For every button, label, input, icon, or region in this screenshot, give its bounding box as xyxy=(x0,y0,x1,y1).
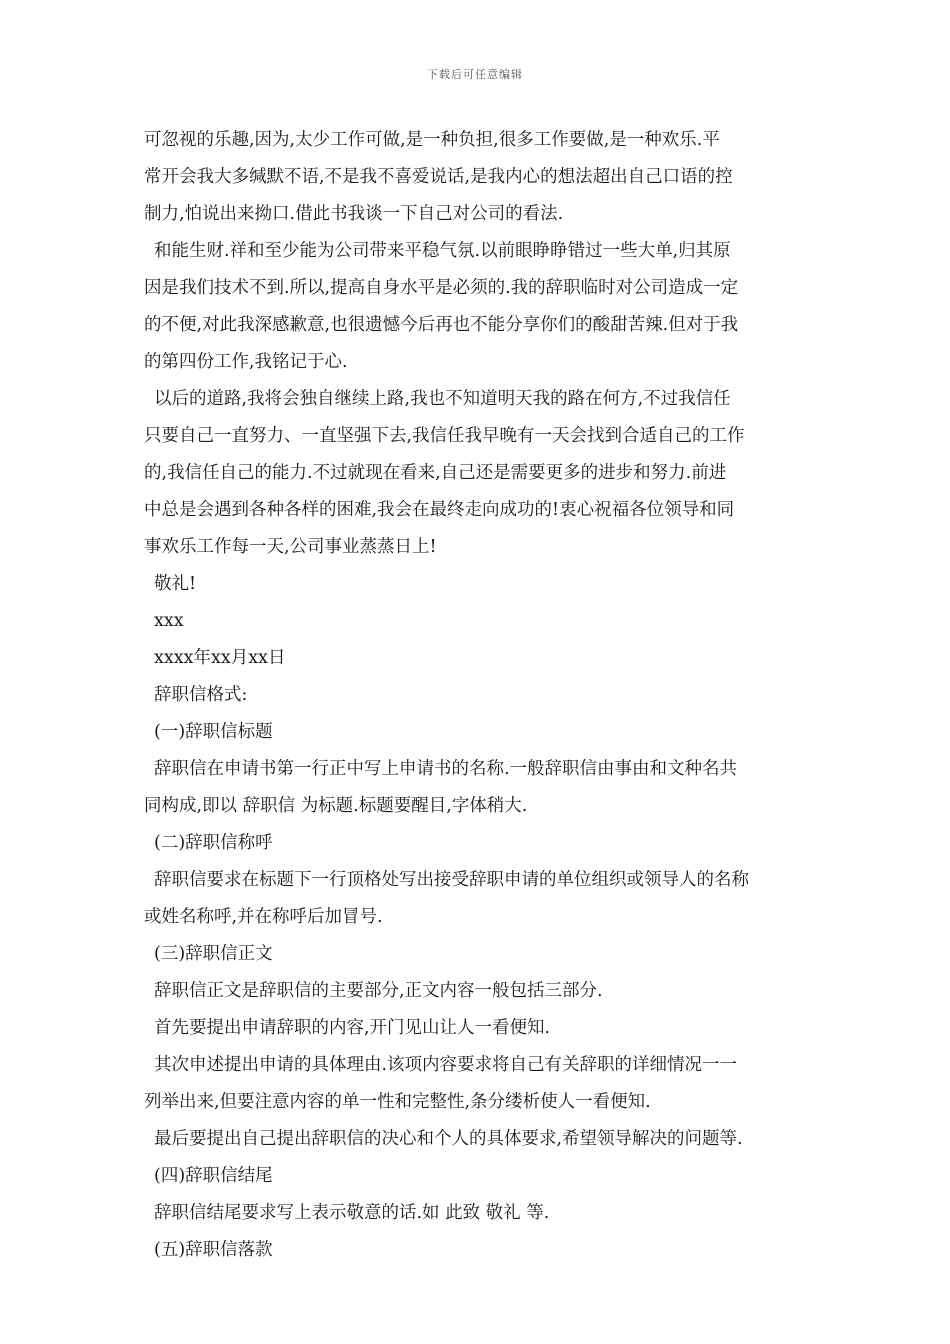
text-line: 首先要提出申请辞职的内容,开门见山让人一看便知. xyxy=(154,1018,551,1038)
text-line: 以后的道路,我将会独自继续上路,我也不知道明天我的路在何方,不过我信任 xyxy=(154,389,731,409)
text-line: 因是我们技术不到.所以,提高自身水平是必须的.我的辞职临时对公司造成一定 xyxy=(144,278,739,298)
text-line: 辞职信要求在标题下一行顶格处写出接受辞职申请的单位组织或领导人的名称 xyxy=(154,870,749,890)
text-line: 的,我信任自己的能力.不过就现在看来,自己还是需要更多的进步和努力.前进 xyxy=(144,463,727,483)
text-line: 列举出来,但要注意内容的单一性和完整性,条分缕析使人一看便知. xyxy=(144,1092,651,1112)
text-line: 敬礼! xyxy=(154,574,197,594)
text-line: 的不便,对此我深感歉意,也很遗憾今后再也不能分享你们的酸甜苦辣.但对于我 xyxy=(144,315,739,335)
text-line: (四)辞职信结尾 xyxy=(154,1166,273,1186)
text-line: 事欢乐工作每一天,公司事业蒸蒸日上! xyxy=(144,537,437,557)
text-line: 辞职信结尾要求写上表示敬意的话.如 此致 敬礼 等. xyxy=(154,1203,550,1223)
text-line: (一)辞职信标题 xyxy=(154,722,273,742)
text-line: (二)辞职信称呼 xyxy=(154,833,273,853)
text-line: 常开会我大多缄默不语,不是我不喜爱说话,是我内心的想法超出自己口语的控 xyxy=(144,167,733,187)
text-line: 的第四份工作,我铭记于心. xyxy=(144,352,348,372)
text-line: 辞职信正文是辞职信的主要部分,正文内容一般包括三部分. xyxy=(154,981,603,1001)
text-line: 最后要提出自己提出辞职信的决心和个人的具体要求,希望领导解决的问题等. xyxy=(154,1129,743,1149)
text-line: 制力,怕说出来拗口.借此书我谈一下自己对公司的看法. xyxy=(144,204,564,224)
text-line: 辞职信格式: xyxy=(154,685,248,705)
text-line: 中总是会遇到各种各样的困难,我会在最终走向成功的!衷心祝福各位领导和同 xyxy=(144,500,735,520)
page-header: 下载后可任意编辑 xyxy=(427,68,523,81)
text-line: 和能生财.祥和至少能为公司带来平稳气氛.以前眼睁睁错过一些大单,归其原 xyxy=(154,241,731,261)
text-line: 只要自己一直努力、一直坚强下去,我信任我早晚有一天会找到合适自己的工作 xyxy=(144,426,745,446)
text-line: (五)辞职信落款 xyxy=(154,1240,273,1260)
text-line: 或姓名称呼,并在称呼后加冒号. xyxy=(144,907,383,927)
text-line: xxx xyxy=(154,611,184,631)
text-line: 可忽视的乐趣,因为,太少工作可做,是一种负担,很多工作要做,是一种欢乐.平 xyxy=(144,130,720,150)
text-line: xxxx年xx月xx日 xyxy=(154,648,286,668)
text-line: (三)辞职信正文 xyxy=(154,944,273,964)
text-line: 辞职信在申请书第一行正中写上申请书的名称.一般辞职信由事由和文种名共 xyxy=(154,759,738,779)
text-line: 其次申述提出申请的具体理由.该项内容要求将自己有关辞职的详细情况一一 xyxy=(154,1055,738,1075)
text-line: 同构成,即以 辞职信 为标题.标题要醒目,字体稍大. xyxy=(144,796,528,816)
document-body xyxy=(144,122,814,1269)
